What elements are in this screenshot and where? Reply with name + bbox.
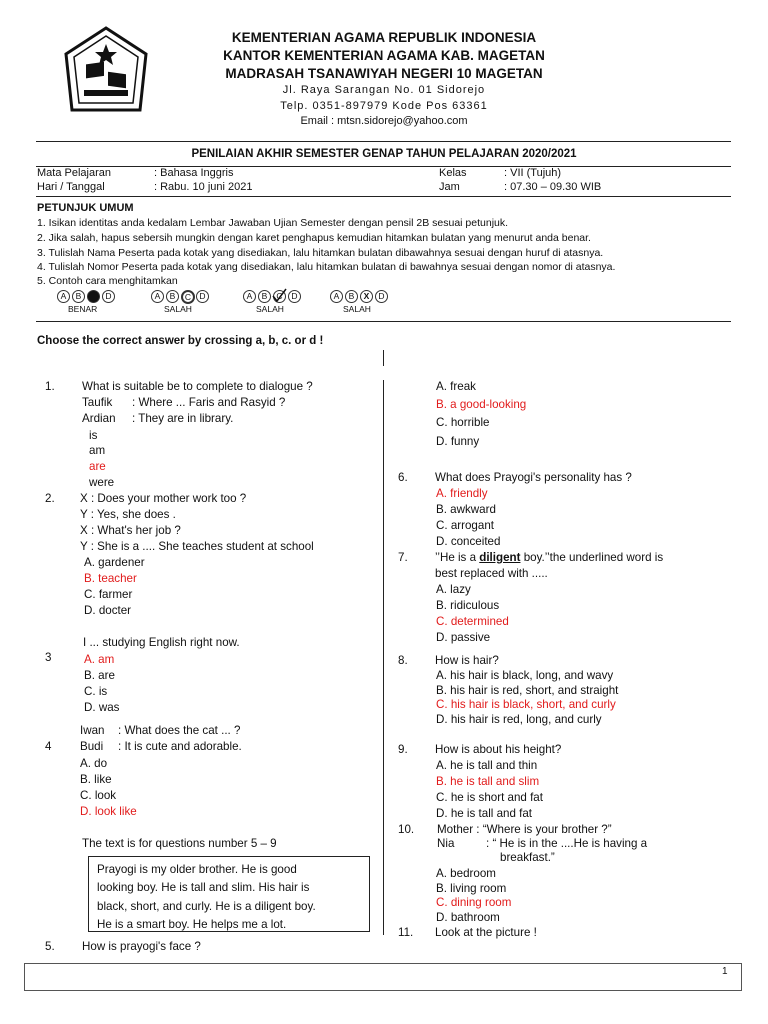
directive: Choose the correct answer by crossing a, b, c. or d ! xyxy=(37,335,324,347)
q2-line: X : Does your mother work too ? xyxy=(80,492,247,505)
passage-line: Prayogi is my older brother. He is good xyxy=(97,863,297,876)
subject-value: : Bahasa Inggris xyxy=(154,167,234,179)
q2-option-c[interactable]: C. farmer xyxy=(84,588,133,601)
q8-option-d[interactable]: D. his hair is red, long, and curly xyxy=(436,713,602,726)
header-office: KANTOR KEMENTERIAN AGAMA KAB. MAGETAN xyxy=(223,48,545,63)
q9-text: How is about his height? xyxy=(435,743,562,756)
example-label: BENAR xyxy=(68,304,98,314)
bubble: D xyxy=(375,290,388,303)
class-value: : VII (Tujuh) xyxy=(504,167,562,179)
header-address: Jl. Raya Sarangan No. 01 Sidorejo xyxy=(282,84,486,96)
bubble: A xyxy=(243,290,256,303)
q9-option-d[interactable]: D. he is tall and fat xyxy=(436,807,533,820)
q2-option-a[interactable]: A. gardener xyxy=(84,556,145,569)
q4-option-b[interactable]: B. like xyxy=(80,773,112,786)
bubble: C xyxy=(273,290,286,303)
info-mid-rule xyxy=(36,196,731,197)
q6-option-a[interactable]: A. friendly xyxy=(436,487,488,500)
header-email: Email : mtsn.sidorejo@yahoo.com xyxy=(300,115,468,127)
q4-number: 4 xyxy=(45,740,52,753)
q4-line: : What does the cat ... ? xyxy=(118,724,241,737)
q6-option-d[interactable]: D. conceited xyxy=(436,535,501,548)
q10-line: breakfast.” xyxy=(500,851,555,864)
bubble: D xyxy=(102,290,115,303)
instruction-item: 2. Jika salah, hapus sebersih mungkin dengan karet penghapus kemudian hitamkan bulatan yang menurut anda benar. xyxy=(37,232,591,244)
q9-number: 9. xyxy=(398,743,408,756)
passage-line: He is a smart boy. He helps me a lot. xyxy=(97,918,287,931)
q5-option-b[interactable]: B. a good-looking xyxy=(436,398,527,411)
bubble: D xyxy=(196,290,209,303)
bubble: A xyxy=(151,290,164,303)
header-divider xyxy=(36,141,731,142)
q7-option-d[interactable]: D. passive xyxy=(436,631,491,644)
q5-option-c[interactable]: C. horrible xyxy=(436,416,490,429)
q2-number: 2. xyxy=(45,492,55,505)
time-label: Jam xyxy=(439,181,460,193)
q8-option-a[interactable]: A. his hair is black, long, and wavy xyxy=(436,669,614,682)
q3-text: I ... studying English right now. xyxy=(83,636,240,649)
q5-text: How is prayogi's face ? xyxy=(82,940,201,953)
bubble: B xyxy=(166,290,179,303)
q10-option-b[interactable]: B. living room xyxy=(436,882,507,895)
q3-option-c[interactable]: C. is xyxy=(84,685,108,698)
q5-option-d[interactable]: D. funny xyxy=(436,435,480,448)
check-mark-icon xyxy=(270,287,288,303)
q4-option-c[interactable]: C. look xyxy=(80,789,117,802)
q5-option-a[interactable]: A. freak xyxy=(436,380,476,393)
bubble-circled: C xyxy=(181,290,195,304)
q6-option-b[interactable]: B. awkward xyxy=(436,503,496,516)
q6-option-c[interactable]: C. arrogant xyxy=(436,519,494,532)
q11-text: Look at the picture ! xyxy=(435,926,537,939)
q7-text xyxy=(435,551,663,564)
date-label: Hari / Tanggal xyxy=(37,181,105,193)
passage-line: black, short, and curly. He is a diligent boy. xyxy=(97,900,316,913)
q1-line: : Where ... Faris and Rasyid ? xyxy=(132,396,286,409)
q8-option-c[interactable]: C. his hair is black, short, and curly xyxy=(436,698,616,711)
q5-number: 5. xyxy=(45,940,55,953)
q1-text: What is suitable be to complete to dialogue ? xyxy=(82,380,313,393)
q10-line: : “ He is in the ....He is having a xyxy=(486,837,648,850)
q4-speaker: Budi xyxy=(80,740,104,753)
q10-option-c[interactable]: C. dining room xyxy=(436,896,512,909)
q4-option-d[interactable]: D. look like xyxy=(80,805,137,818)
page-number: 1 xyxy=(722,966,728,977)
q2-line: Y : She is a .... She teaches student at school xyxy=(80,540,314,553)
q1-number: 1. xyxy=(45,380,55,393)
q10-option-a[interactable]: A. bedroom xyxy=(436,867,496,880)
class-label: Kelas xyxy=(439,167,467,179)
column-divider xyxy=(383,380,384,935)
q1-option-b[interactable]: am xyxy=(89,444,106,457)
exam-title: PENILAIAN AKHIR SEMESTER GENAP TAHUN PELAJARAN 2020/2021 xyxy=(191,148,577,160)
q2-option-d[interactable]: D. docter xyxy=(84,604,132,617)
instruction-item: 3. Tulislah Nama Peserta pada kotak yang disediakan, lalu hitamkan bulatan dibawahnya sesuai dengan huruf di atasnya. xyxy=(37,247,604,259)
q9-option-c[interactable]: C. he is short and fat xyxy=(436,791,543,804)
q8-number: 8. xyxy=(398,654,408,667)
q2-line: Y : Yes, she does . xyxy=(80,508,176,521)
q9-option-a[interactable]: A. he is tall and thin xyxy=(436,759,538,772)
header-school: MADRASAH TSANAWIYAH NEGERI 10 MAGETAN xyxy=(225,66,543,81)
q3-number: 3 xyxy=(45,651,52,664)
q1-option-c[interactable]: are xyxy=(89,460,106,473)
q7-text-pre: ’’He is a xyxy=(435,551,480,564)
q8-option-b[interactable]: B. his hair is red, short, and straight xyxy=(436,684,619,697)
bubble: D xyxy=(288,290,301,303)
instructions-bottom-rule xyxy=(36,321,731,322)
q3-option-b[interactable]: B. are xyxy=(84,669,115,682)
q7-option-c[interactable]: C. determined xyxy=(436,615,509,628)
q2-line: X : What's her job ? xyxy=(80,524,181,537)
q1-option-a[interactable]: is xyxy=(89,429,98,442)
q7-option-b[interactable]: B. ridiculous xyxy=(436,599,500,612)
bubble: A xyxy=(330,290,343,303)
q6-text: What does Prayogi's personality has ? xyxy=(435,471,632,484)
q3-option-d[interactable]: D. was xyxy=(84,701,120,714)
q7-text-post: boy.’’the underlined word is xyxy=(520,551,664,564)
column-divider-top xyxy=(383,350,384,366)
passage-line: looking boy. He is tall and slim. His hair is xyxy=(97,881,310,894)
q10-option-d[interactable]: D. bathroom xyxy=(436,911,500,924)
instruction-item: 4. Tulislah Nomor Peserta pada kotak yang disediakan, lalu hitamkan bulatan di bawahnya sesuai dengan nomor di atasnya. xyxy=(37,261,616,273)
q7-underlined-word: diligent xyxy=(479,551,521,564)
time-value: : 07.30 – 09.30 WIB xyxy=(504,181,602,193)
q1-speaker: Ardian xyxy=(82,412,116,425)
q10-line: Mother : “Where is your brother ?” xyxy=(437,823,612,836)
instruction-item: 1. Isikan identitas anda kedalam Lembar Jawaban Ujian Semester dengan pensil 2B sesuai petunjuk. xyxy=(37,217,509,229)
q9-option-b[interactable]: B. he is tall and slim xyxy=(436,775,540,788)
bubble: B xyxy=(72,290,85,303)
q4-speaker: Iwan xyxy=(80,724,105,737)
q8-text: How is hair? xyxy=(435,654,499,667)
reading-passage xyxy=(88,856,370,932)
instructions-title: PETUNJUK UMUM xyxy=(37,202,134,214)
subject-label: Mata Pelajaran xyxy=(37,167,111,179)
footer-box xyxy=(24,963,742,991)
info-top-rule xyxy=(36,166,731,167)
bubble: B xyxy=(345,290,358,303)
example-label: SALAH xyxy=(164,304,192,314)
header-ministry: KEMENTERIAN AGAMA REPUBLIK INDONESIA xyxy=(231,30,537,45)
q3-option-a[interactable]: A. am xyxy=(84,653,115,666)
bubble: A xyxy=(57,290,70,303)
example-label: SALAH xyxy=(256,304,284,314)
instruction-item: 5. Contoh cara menghitamkan xyxy=(37,275,178,287)
date-value: : Rabu. 10 juni 2021 xyxy=(154,181,253,193)
q2-option-b[interactable]: B. teacher xyxy=(84,572,137,585)
example-label: SALAH xyxy=(343,304,371,314)
q1-speaker: Taufik xyxy=(82,396,113,409)
q1-line: : They are in library. xyxy=(132,412,234,425)
q1-option-d[interactable]: were xyxy=(89,476,115,489)
q10-speaker: Nia xyxy=(437,837,455,850)
q7-number: 7. xyxy=(398,551,408,564)
bubble-filled xyxy=(87,290,100,303)
bubble: B xyxy=(258,290,271,303)
bubble-crossed: X xyxy=(360,290,373,303)
q4-line: : It is cute and adorable. xyxy=(118,740,242,753)
q4-option-a[interactable]: A. do xyxy=(80,757,108,770)
q7-option-a[interactable]: A. lazy xyxy=(436,583,471,596)
q11-number: 11. xyxy=(398,926,414,939)
passage-intro: The text is for questions number 5 – 9 xyxy=(82,837,277,850)
q10-number: 10. xyxy=(398,823,415,836)
header-phone: Telp. 0351-897979 Kode Pos 63361 xyxy=(280,100,488,112)
q7-text-line2: best replaced with ..... xyxy=(435,567,548,580)
q6-number: 6. xyxy=(398,471,408,484)
